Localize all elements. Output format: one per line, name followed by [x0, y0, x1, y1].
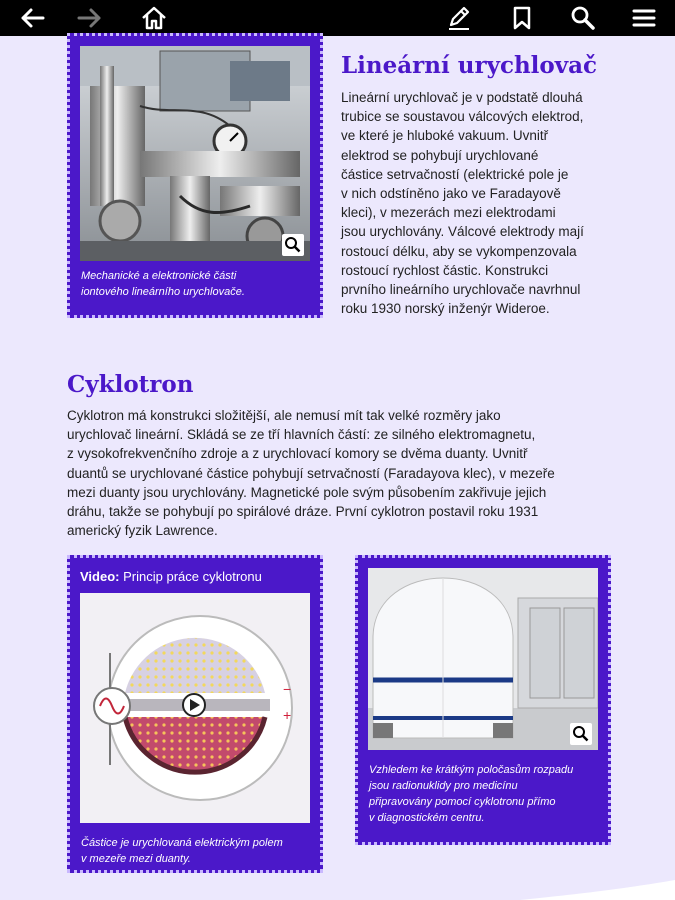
- video-player[interactable]: [80, 593, 310, 823]
- video-caption: Částice je urychlovaná elektrickým polem v mezeře mezi duanty.: [81, 837, 283, 865]
- top-toolbar: [0, 0, 675, 36]
- cyclotron-photo-panel: [355, 555, 611, 845]
- linac-figure-panel: [67, 33, 323, 318]
- page-edge-decoration: [0, 870, 675, 900]
- search-button[interactable]: [568, 4, 598, 32]
- annotate-icon: [446, 5, 472, 31]
- zoom-button[interactable]: [282, 234, 304, 256]
- forward-button[interactable]: [75, 4, 105, 32]
- linac-caption: Mechanické a elektronické části iontového lineárního urychlovače.: [81, 270, 245, 298]
- linac-heading: Lineární urychlovač: [341, 52, 598, 79]
- menu-button[interactable]: [629, 4, 659, 32]
- home-button[interactable]: [139, 4, 169, 32]
- video-title: Video: Princip práce cyklotronu: [80, 569, 262, 584]
- back-button[interactable]: [17, 4, 47, 32]
- plus-sign: +: [283, 707, 292, 723]
- home-icon: [140, 5, 168, 31]
- zoom-button[interactable]: [570, 723, 592, 745]
- zoom-icon: [282, 234, 304, 256]
- cyclotron-photo-caption: Vzhledem ke krátkým poločasům rozpadu jsou radionuklidy pro medicínu připravovány pomocí cyklotronu přímo v diagnostickém centru.: [369, 764, 574, 824]
- linac-photo[interactable]: [80, 46, 310, 261]
- bookmark-button[interactable]: [507, 4, 537, 32]
- menu-icon: [632, 7, 656, 29]
- back-icon: [19, 7, 45, 29]
- video-panel: [67, 555, 323, 873]
- minus-sign: −: [283, 681, 292, 697]
- forward-icon: [77, 7, 103, 29]
- cyclotron-heading: Cyklotron: [67, 371, 194, 398]
- search-icon: [570, 5, 596, 31]
- zoom-icon: [570, 723, 592, 745]
- bookmark-icon: [512, 6, 532, 30]
- linac-paragraph: Lineární urychlovač je v podstatě dlouhá trubice se soustavou válcových elektrod, ve které je hluboké vakuum. Uvnitř elektrod se pohybují urychlované částice setrvačností (elektrické pole je v nich odstíněno jako ve Faradayově kleci), v mezerách mezi elektrodami jsou urychlovány. Válcové elektrody mají rostoucí délku, aby se vykompenzovala rostoucí rychlost částic. Konstrukci prvního lineárního urychlovače navrhnul roku 1930 norský inženýr Wideroe.: [341, 90, 584, 317]
- cyclotron-photo[interactable]: [368, 568, 598, 750]
- cyclotron-paragraph: Cyklotron má konstrukci složitější, ale nemusí mít tak velké rozměry jako urychlovač lineární. Skládá se ze tří hlavních částí: ze silného elektromagnetu, z vysokofrekvenčního zdroje a z urychlovací komory se dvěma duanty. Uvnitř duantů se urychlované částice pohybují setrvačností (Faradayova klec), v mezeře mezi duanty jsou urychlovány. Magnetické pole svým působením zakřivuje jejich dráhu, takže se pohybují po spirálové dráze. První cyklotron postavil roku 1931 americký fyzik Lawrence.: [67, 408, 555, 539]
- annotate-button[interactable]: [444, 4, 474, 32]
